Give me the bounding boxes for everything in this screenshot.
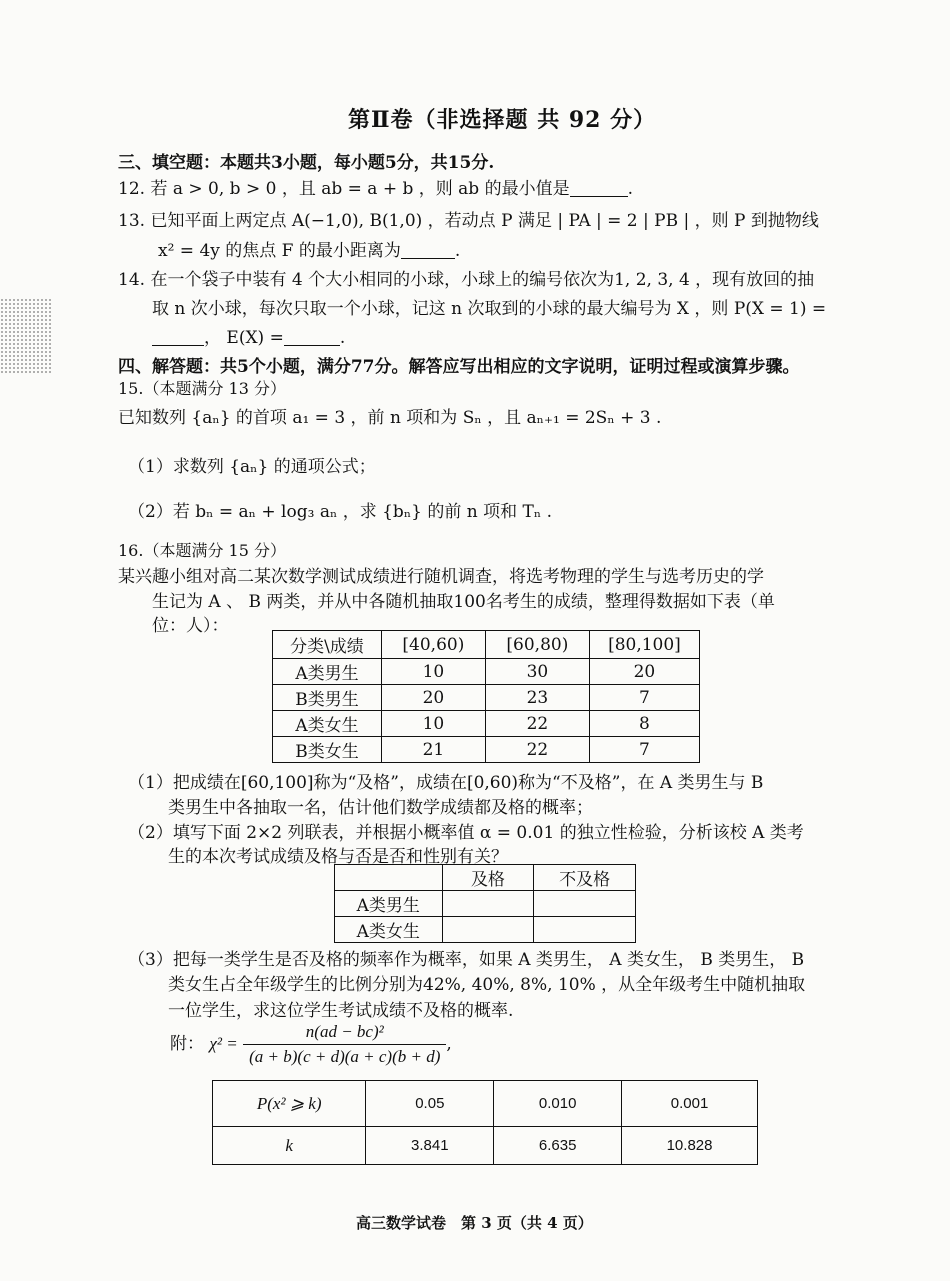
table-row (273, 737, 700, 763)
appendix-label: 附： (170, 1034, 204, 1054)
question-15-stem: 已知数列 {aₙ} 的首项 a₁ = 3 ，前 n 项和为 Sₙ ，且 aₙ₊₁ = 2Sₙ + 3 . (118, 408, 662, 428)
table-cell: A类男生 (335, 891, 443, 917)
page-title: 第Ⅱ卷（非选择题 共 92 分） (348, 107, 657, 133)
score-data-table (272, 630, 700, 763)
answer-blank (152, 328, 204, 346)
table-cell-empty (534, 891, 636, 917)
table-cell: B类男生 (273, 685, 382, 711)
contingency-table (334, 864, 636, 943)
table-cell: 8 (589, 711, 699, 737)
table-cell-empty (534, 917, 636, 943)
table-cell: 10.828 (622, 1127, 758, 1165)
formula-fraction (243, 1022, 446, 1067)
table-header-row (273, 631, 700, 659)
table-row (273, 711, 700, 737)
question-16-part1-line2: 类男生中各抽取一名，估计他们数学成绩都及格的概率； (168, 798, 593, 818)
section-4-heading: 四、解答题：共5个小题，满分77分。解答应写出相应的文字说明，证明过程或演算步骤。 (118, 357, 800, 377)
question-12-text: 若 a > 0, b > 0 ，且 ab = a + b ，则 ab 的最小值是 (150, 179, 570, 199)
question-14-line3 (152, 323, 345, 348)
table-header-cell: [80,100] (589, 631, 699, 659)
question-16-part3-line3: 一位学生，求这位学生考试成绩不及格的概率. (168, 1001, 514, 1021)
question-13-line1 (118, 206, 819, 231)
question-14-number: 14. (118, 270, 146, 290)
question-16-stem-2: 生记为 A 、 B 两类，并从中各随机抽取100名考生的成绩，整理得数据如下表（单 (152, 592, 775, 612)
table-cell: 0.05 (366, 1081, 494, 1127)
table-cell: 10 (381, 659, 485, 685)
scan-noise-mark (0, 298, 52, 373)
question-12-end: . (627, 179, 633, 199)
question-14-line1 (118, 265, 814, 290)
answer-blank (284, 328, 340, 346)
table-header-cell: [60,80) (485, 631, 589, 659)
question-13-text: 已知平面上两定点 A(−1,0), B(1,0) ，若动点 P 满足 | PA | = 2 | PB | ，则 P 到抛物线 (150, 211, 819, 231)
table-cell: P(x² ⩾ k) (213, 1081, 366, 1127)
critical-value-table (212, 1080, 758, 1165)
table-header-cell (335, 865, 443, 891)
table-cell: B类女生 (273, 737, 382, 763)
question-13-number: 13. (118, 211, 146, 231)
question-16-stem-1: 某兴趣小组对高二某次数学测试成绩进行随机调查，将选考物理的学生与选考历史的学 (118, 567, 764, 587)
table-cell: 0.001 (622, 1081, 758, 1127)
table-cell: 3.841 (366, 1127, 494, 1165)
table-cell-empty (442, 891, 534, 917)
table-row (335, 917, 636, 943)
formula-denominator: (a + b)(c + d)(a + c)(b + d) (249, 1047, 441, 1066)
table-cell: 20 (381, 685, 485, 711)
question-16-stem-3: 位：人）： (152, 616, 229, 636)
table-header-cell: [40,60) (381, 631, 485, 659)
question-16-part1-line1: （1）把成绩在[60,100]称为“及格”，成绩在[0,60)称为“不及格”，在 A 类男生与 B (128, 773, 764, 793)
table-cell: 20 (589, 659, 699, 685)
question-12-number: 12. (118, 179, 146, 199)
comma: ， (204, 328, 221, 348)
chi-square-formula (170, 1022, 452, 1067)
question-14-end: . (339, 328, 346, 348)
table-header-cell: 及格 (442, 865, 534, 891)
table-header-cell: 分类\成绩 (273, 631, 382, 659)
table-cell: 6.635 (494, 1127, 622, 1165)
table-cell: 22 (485, 711, 589, 737)
table-row (273, 685, 700, 711)
table-cell-empty (442, 917, 534, 943)
table-cell: A类女生 (335, 917, 443, 943)
table-cell: 7 (589, 685, 699, 711)
table-cell: 7 (589, 737, 699, 763)
question-14-text: 在一个袋子中装有 4 个大小相同的小球，小球上的编号依次为1, 2, 3, 4 ，现有放回的抽 (150, 270, 815, 290)
question-16-part2-line1: （2）填写下面 2×2 列联表，并根据小概率值 α = 0.01 的独立性检验，分析该校 A 类考 (128, 823, 804, 843)
table-row (335, 891, 636, 917)
question-16-part3-line1: （3）把每一类学生是否及格的频率作为概率，如果 A 类男生， A 类女生， B 类男生， B (128, 950, 805, 970)
formula-comma: , (446, 1034, 452, 1054)
expectation-label: E(X) = (226, 328, 284, 348)
question-13-line2 (158, 236, 460, 261)
question-12 (118, 174, 633, 199)
table-cell: A类男生 (273, 659, 382, 685)
page-footer: 高三数学试卷 第 3 页（共 4 页） (356, 1214, 593, 1232)
table-row (213, 1081, 758, 1127)
table-cell: A类女生 (273, 711, 382, 737)
table-cell: 21 (381, 737, 485, 763)
question-16-number: 16.（本题满分 15 分） (118, 541, 286, 560)
table-header-row (335, 865, 636, 891)
formula-lhs: χ² = (209, 1034, 238, 1053)
formula-numerator: n(ad − bc)² (243, 1022, 446, 1045)
question-16-part3-line2: 类女生占全年级学生的比例分别为42%, 40%, 8%, 10% ，从全年级考生中随机抽取 (168, 975, 806, 995)
question-14-line2: 取 n 次小球，每次只取一个小球，记这 n 次取到的小球的最大编号为 X ，则 P(X = 1) = (152, 299, 827, 319)
table-row (213, 1127, 758, 1165)
question-13-text-2: x² = 4y 的焦点 F 的最小距离为 (158, 241, 401, 261)
table-cell: 0.010 (494, 1081, 622, 1127)
table-cell: 23 (485, 685, 589, 711)
section-3-heading: 三、填空题：本题共3小题，每小题5分，共15分. (118, 153, 495, 173)
answer-blank (570, 179, 628, 197)
question-15-number: 15.（本题满分 13 分） (118, 379, 286, 398)
table-cell: 30 (485, 659, 589, 685)
table-row (273, 659, 700, 685)
table-cell: k (213, 1127, 366, 1165)
table-cell: 22 (485, 737, 589, 763)
question-16-part2-line2: 生的本次考试成绩及格与否是否和性别有关？ (168, 847, 508, 867)
table-cell: 10 (381, 711, 485, 737)
table-header-cell: 不及格 (534, 865, 636, 891)
question-13-end: . (454, 241, 461, 261)
question-15-part2: （2）若 bₙ = aₙ + log₃ aₙ ，求 {bₙ} 的前 n 项和 Tₙ . (128, 502, 553, 522)
answer-blank (401, 241, 455, 259)
question-15-part1: （1）求数列 {aₙ} 的通项公式； (128, 457, 376, 477)
